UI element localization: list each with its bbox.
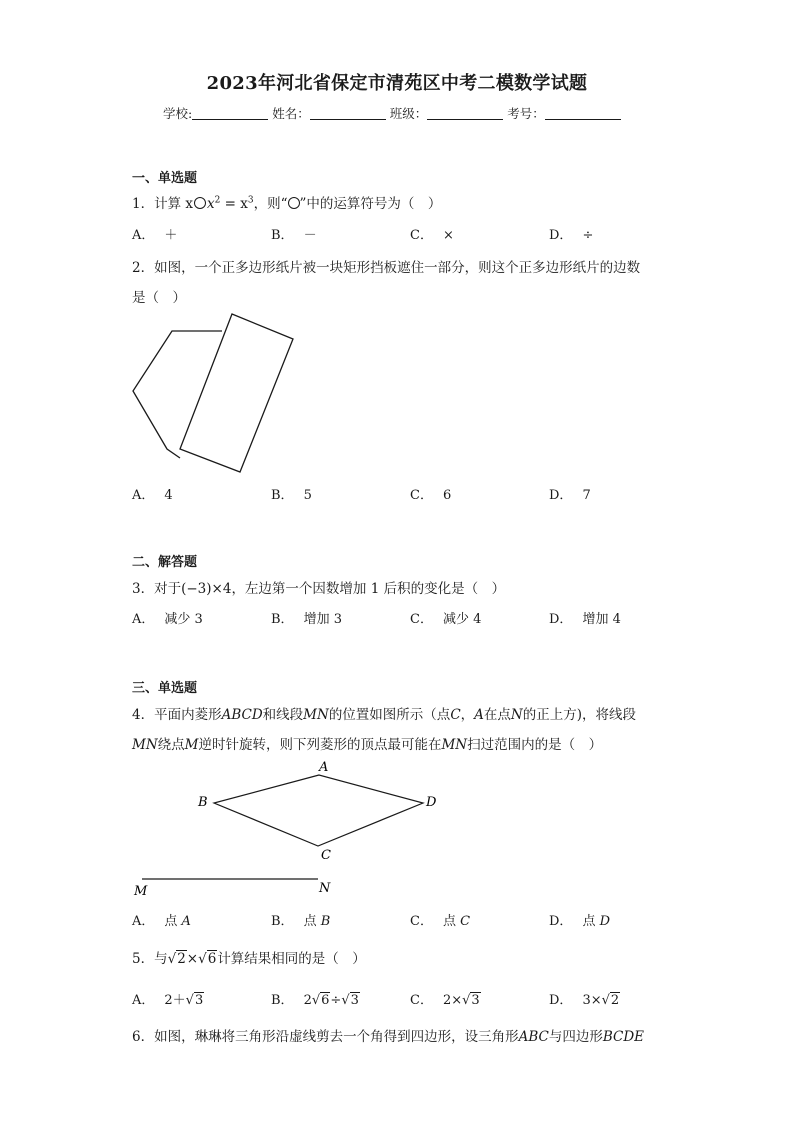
q1-option-b[interactable]: B． － — [271, 228, 317, 243]
q1-suffix2: ”中的运算符号为（ ） — [299, 196, 442, 212]
q1-option-c[interactable]: C． × — [410, 228, 454, 243]
label-c: C — [321, 848, 331, 863]
q2-option-c[interactable]: C． 6 — [410, 488, 452, 503]
label-m: M — [134, 884, 148, 899]
sqrt-2: √2 — [167, 951, 186, 967]
school-label: 学校: — [163, 106, 193, 121]
q4-option-b[interactable]: B． 点 B — [271, 914, 331, 929]
question-2-line-1: 2．如图，一个正多边形纸片被一块矩形挡板遮住一部分，则这个正多边形纸片的边数 — [132, 260, 641, 276]
section-heading-answer: 二、解答题 — [132, 555, 198, 570]
rectangle-board — [180, 314, 293, 472]
student-info-line — [163, 104, 621, 122]
q1-circle-icon — [194, 197, 206, 209]
question-6: 6．如图，琳琳将三角形沿虚线剪去一个角得到四边形，设三角形ABC与四边形BCDE — [132, 1029, 645, 1045]
exam-number-label: 考号： — [507, 106, 545, 121]
q3-option-c[interactable]: C． 减少 4 — [410, 612, 482, 627]
label-n: N — [319, 881, 331, 896]
question-5: 5．与√2×√6计算结果相同的是（ ） — [132, 951, 366, 967]
exam-number-blank — [545, 107, 621, 120]
class-label: 班级： — [389, 106, 428, 121]
question-1: 1．计算 x $x^2 = x^3$，则“ ”中的运算符号为（ ） — [132, 195, 442, 212]
name-blank — [310, 107, 386, 120]
name-label: 姓名： — [272, 106, 310, 121]
q4-rhombus-figure — [128, 755, 448, 900]
label-d: D — [426, 795, 437, 810]
q3-option-d[interactable]: D． 增加 4 — [549, 612, 621, 627]
q1-eq: = x — [220, 196, 248, 212]
q2-option-a[interactable]: A． 4 — [132, 488, 173, 503]
q3-option-b[interactable]: B． 增加 3 — [271, 612, 342, 627]
page-title: 2023年河北省保定市清苑区中考二模数学试题 — [206, 73, 588, 94]
q4-option-d[interactable]: D． 点 D — [549, 914, 611, 929]
q1-option-d[interactable]: D． ÷ — [549, 228, 594, 243]
section-heading-single-choice-2: 三、单选题 — [132, 681, 198, 696]
rhombus-abcd — [214, 775, 423, 846]
q1-option-a[interactable]: A． ＋ — [132, 228, 178, 243]
question-4-line-1: 4．平面内菱形ABCD和线段MN的位置如图所示（点C，A在点N的正上方)，将线段 — [132, 707, 636, 723]
class-blank — [427, 107, 503, 120]
question-2-line-2: 是（ ） — [132, 290, 186, 306]
school-blank — [192, 107, 268, 120]
q1-exp1: 2 — [214, 195, 221, 206]
q2-option-b[interactable]: B． 5 — [271, 488, 312, 503]
q1-circle-icon-2 — [288, 197, 300, 209]
sqrt-6: √6 — [198, 951, 217, 967]
label-a: A — [319, 760, 329, 775]
q2-option-d[interactable]: D． 7 — [549, 488, 591, 503]
q4-option-a[interactable]: A． 点 A — [132, 914, 191, 929]
q3-expression: (−3)×4 — [181, 581, 232, 597]
question-4-line-2: MN绕点M逆时针旋转，则下列菱形的顶点最可能在MN扫过范围内的是（ ） — [132, 737, 603, 753]
q2-polygon-figure — [128, 310, 298, 480]
q5-option-d[interactable]: D． 3×√2 — [549, 993, 620, 1008]
q1-suffix: ，则“ — [253, 196, 288, 212]
section-heading-single-choice-1: 一、单选题 — [132, 171, 198, 186]
q1-prefix: 1．计算 x — [132, 196, 193, 212]
label-b: B — [198, 795, 208, 810]
q3-option-a[interactable]: A． 减少 3 — [132, 612, 203, 627]
q4-option-c[interactable]: C． 点 C — [410, 914, 471, 929]
q5-option-c[interactable]: C． 2×√3 — [410, 993, 480, 1008]
question-3: 3．对于(−3)×4，左边第一个因数增加 1 后积的变化是（ ） — [132, 581, 506, 597]
q5-option-a[interactable]: A． 2＋√3 — [132, 993, 204, 1008]
q5-option-b[interactable]: B． 2√6÷√3 — [271, 993, 359, 1008]
q1-exp2: 3 — [247, 195, 254, 206]
